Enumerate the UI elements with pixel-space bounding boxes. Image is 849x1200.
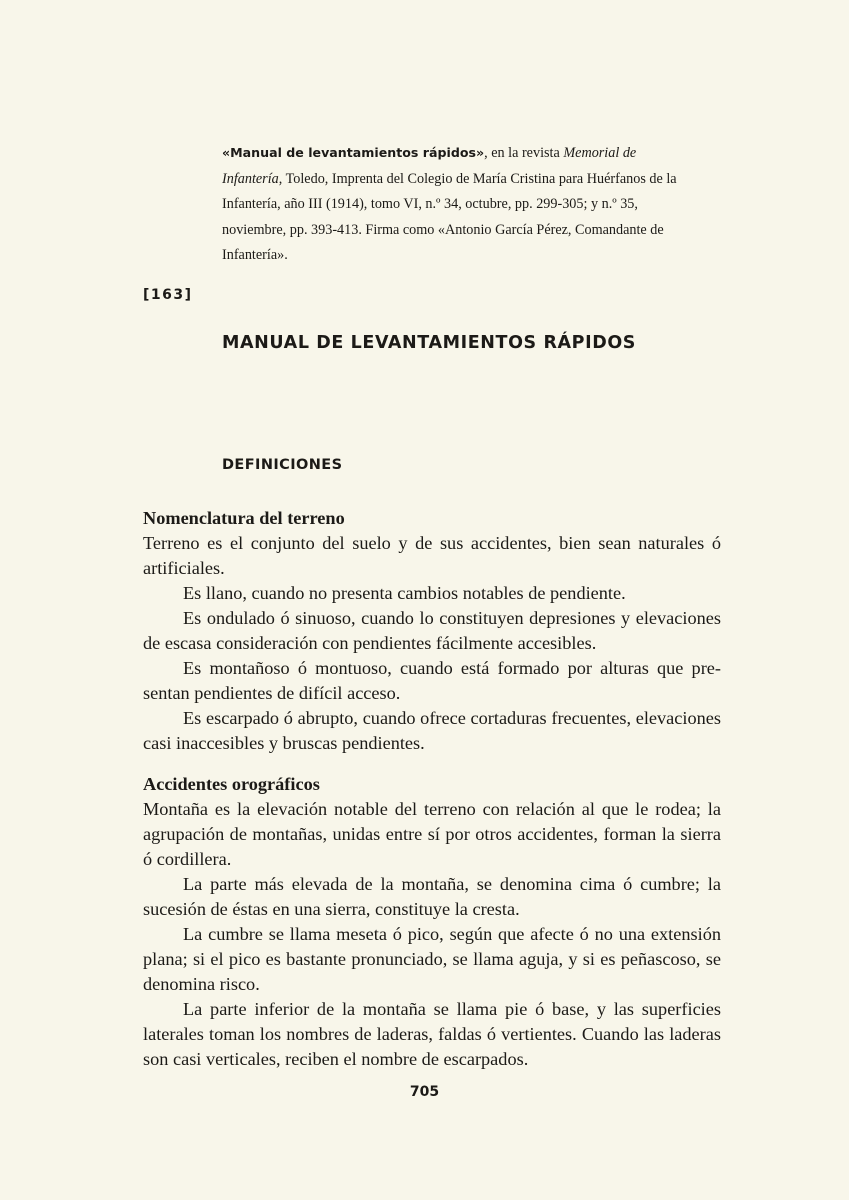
bibliography-text: , en la revista <box>484 145 564 161</box>
document-title: MANUAL DE LEVANTAMIENTOS RÁPIDOS <box>222 333 637 353</box>
paragraph: Es ondulado ó sinuoso, cuando lo constituyen depresiones y elevaciones de escasa consideración con pendientes fácilmente accesibles. <box>143 608 721 653</box>
paragraph: La cumbre se llama meseta ó pico, según que afecte ó no una extensión plana; si el pico es bastante pronunciado, se llama aguja, y si es peñascoso, se denomina risco. <box>143 924 721 994</box>
paragraph: La parte más elevada de la montaña, se denomina cima ó cumbre; la sucesión de éstas en una sierra, constituye la cresta. <box>143 874 721 919</box>
section-nomenclatura <box>143 506 721 756</box>
paragraph: Es montañoso ó montuoso, cuando está formado por alturas que presentan pendientes de difícil acceso. <box>143 658 721 703</box>
paragraph: Terreno es el conjunto del suelo y de sus accidentes, bien sean naturales ó artificiales. <box>143 533 721 578</box>
bibliographic-note <box>222 140 692 269</box>
section-accidentes <box>143 772 721 1072</box>
bibliography-title: «Manual de levantamientos rápidos» <box>222 145 485 160</box>
subsection-heading: Accidentes orográficos <box>143 774 320 794</box>
bibliography-details: , Toledo, Imprenta del Colegio de María Cristina para Huérfanos de la Infantería, año III (1914), tomo VI, n.º 34, octubre, pp. 299-305; y n.º 35, noviembre, pp. 393-413. Firma como «Antonio García Pérez, Comandante de Infantería». <box>222 170 677 264</box>
paragraph: La parte inferior de la montaña se llama pie ó base, y las superficies laterales toman los nombres de laderas, faldas ó vertientes. Cuando las laderas son casi verticales, reciben el nombre de escarpados. <box>143 999 721 1069</box>
page-marker: [163] <box>143 287 193 303</box>
paragraph: Es escarpado ó abrupto, cuando ofrece cortaduras frecuentes, elevaciones casi inaccesibles y bruscas pendientes. <box>143 708 721 753</box>
section-title: DEFINICIONES <box>222 457 343 473</box>
paragraph: Montaña es la elevación notable del terreno con relación al que le rodea; la agrupación de montañas, unidas entre sí por otros accidentes, forman la sierra ó cordillera. <box>143 799 721 869</box>
journal-name: Memorial de Infantería <box>222 145 637 187</box>
subsection-heading: Nomenclatura del terreno <box>143 508 345 528</box>
paragraph: Es llano, cuando no presenta cambios notables de pendiente. <box>183 583 626 603</box>
page-number: 705 <box>409 1084 440 1100</box>
